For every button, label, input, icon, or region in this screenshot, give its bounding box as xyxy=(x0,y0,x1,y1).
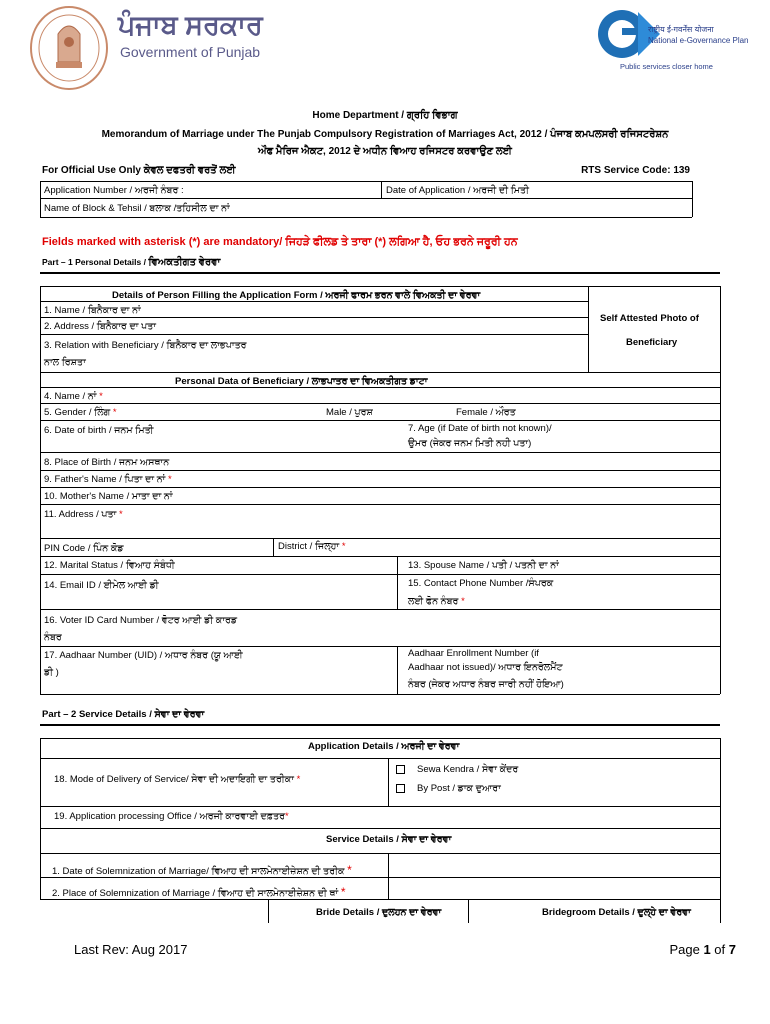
required-mark: * xyxy=(347,863,352,877)
dob-field[interactable]: 6. Date of birth / ਜਨਮ ਮਿਤੀ xyxy=(44,425,154,436)
page-total: 7 xyxy=(728,942,736,957)
rts-service-code: RTS Service Code: 139 xyxy=(581,165,690,176)
email-field[interactable]: 14. Email ID / ਈਮੇਲ ਆਈ ਡੀ xyxy=(44,580,159,591)
phone-label-pa: ਲਈ ਫੋਨ ਨੰਬਰ xyxy=(408,596,459,607)
beneficiary-address-field[interactable] xyxy=(44,509,123,520)
aadhaar-enrollment-field[interactable]: Aadhaar Enrollment Number (if xyxy=(408,648,539,659)
checkbox-icon[interactable] xyxy=(396,765,405,774)
phone-field-pa xyxy=(408,596,465,607)
application-details-header: Application Details / ਅਰਜੀ ਦਾ ਵੇਰਵਾ xyxy=(308,741,460,752)
required-mark: * xyxy=(285,811,289,822)
solemnization-date-field[interactable] xyxy=(52,863,352,877)
delivery-option-by-post[interactable] xyxy=(396,783,501,794)
solemnization-place-field[interactable] xyxy=(52,885,346,899)
checkbox-icon[interactable] xyxy=(396,784,405,793)
page-current: 1 xyxy=(703,942,711,957)
punjab-seal xyxy=(28,4,110,92)
aadhaar-field-pa: ਡੀ ) xyxy=(44,667,59,678)
punjabi-title: ਪੰਜਾਬ ਸਰਕਾਰ xyxy=(118,10,263,40)
service-details-header: Service Details / ਸੇਵਾ ਦਾ ਵੇਰਵਾ xyxy=(326,834,452,845)
part1-label xyxy=(42,257,220,268)
phone-field[interactable]: 15. Contact Phone Number /ਸੰਪਰਕ xyxy=(408,578,554,589)
delivery-mode-field[interactable] xyxy=(54,774,300,785)
solemnization-date-label: 1. Date of Solemnization of Marriage/ ਵਿਆਹ ਦੀ ਸਾਲਮੇਨਾਈਜ਼ੇਸ਼ਨ ਦੀ ਤਰੀਕ xyxy=(52,866,345,877)
gender-male-option[interactable]: Male / ਪੁਰਸ਼ xyxy=(326,407,373,418)
egov-tagline: Public services closer home xyxy=(620,62,713,71)
page-number xyxy=(669,942,736,957)
egov-logo xyxy=(594,6,749,78)
father-name-field[interactable] xyxy=(44,474,172,485)
mandatory-note: Fields marked with asterisk (*) are mandatory/ ਜਿਹੜੇ ਫੀਲਡ ਤੇ ਤਾਰਾ (*) ਲਗਿਆ ਹੈ, ਓਹ ਭਰਨੇ ਜਰੂਰੀ ਹਨ xyxy=(42,236,518,248)
part1-label-pa: ਵਿਅਕਤੀਗਤ ਵੇਰਵਾ xyxy=(148,257,221,268)
aadhaar-enrollment-line-2: Aadhaar not issued)/ ਅਧਾਰ ਇਨਰੋਲਮੈਂਟ xyxy=(408,662,563,673)
bride-details-header: Bride Details / ਦੁਲਹਨ ਦਾ ਵੇਰਵਾ xyxy=(316,907,442,918)
father-name-label: 9. Father's Name / ਪਿਤਾ ਦਾ ਨਾਂ xyxy=(44,474,166,485)
district-field[interactable] xyxy=(278,541,346,552)
gender-label: 5. Gender / ਲਿੰਗ xyxy=(44,407,111,418)
filler-name-field[interactable]: 1. Name / ਬਿਨੈਕਾਰ ਦਾ ਨਾਂ xyxy=(44,305,141,316)
page-of: of xyxy=(710,942,729,957)
application-number-field[interactable]: Application Number / ਅਰਜੀ ਨੰਬਰ : xyxy=(44,185,184,196)
filler-address-field[interactable]: 2. Address / ਬਿਨੈਕਾਰ ਦਾ ਪਤਾ xyxy=(44,321,157,332)
required-mark: * xyxy=(296,774,301,785)
required-mark: * xyxy=(341,541,346,552)
processing-office-label: 19. Application processing Office / ਅਰਜੀ ਕਾਰਵਾਈ ਦਫ਼ਤਰ xyxy=(54,811,286,822)
english-title: Government of Punjab xyxy=(120,44,261,60)
department-title: Home Department / ਗ੍ਰਹਿ ਵਿਭਾਗ xyxy=(312,110,458,121)
memo-line-1: Memorandum of Marriage under The Punjab Compulsory Registration of Marriages Act, 2012 / ਪੰਜਾਬ ਕਮਪਲਸਰੀ ਰਜਿਸਟਰੇਸ਼ਨ xyxy=(101,129,669,140)
delivery-mode-label: 18. Mode of Delivery of Service/ ਸੇਵਾ ਦੀ ਅਦਾਇਗੀ ਦਾ ਤਰੀਕਾ xyxy=(54,774,294,785)
birth-place-field[interactable]: 8. Place of Birth / ਜਨਮ ਅਸਥਾਨ xyxy=(44,457,170,468)
application-date-field[interactable]: Date of Application / ਅਰਜੀ ਦੀ ਮਿਤੀ xyxy=(386,185,529,196)
part2-label: Part – 2 Service Details / ਸੇਵਾ ਦਾ ਵੇਰਵਾ xyxy=(42,709,205,720)
part1-label-en: Part – 1 Personal Details / xyxy=(42,257,149,267)
memo-line-2: ਔਫ ਮੈਰਿਜ ਐਕਟ, 2012 ਦੇ ਅਧੀਨ ਵਿਆਹ ਰਜਿਸਟਰ ਕਰਵਾਉਣ ਲਈ xyxy=(258,146,512,157)
beneficiary-name-field[interactable] xyxy=(44,391,103,402)
page-prefix: Page xyxy=(669,942,704,957)
filler-section-header: Details of Person Filling the Application Form / ਅਰਜੀ ਫਾਰਮ ਭਰਨ ਵਾਲੇ ਵਿਅਕਤੀ ਦਾ ਵੇਰਵਾ xyxy=(112,290,481,301)
marital-status-field[interactable]: 12. Marital Status / ਵਿਆਹ ਸੰਬੰਧੀ xyxy=(44,560,175,571)
part1-rule xyxy=(40,272,720,274)
required-mark: * xyxy=(168,474,172,485)
delivery-option-sewa-kendra[interactable] xyxy=(396,764,518,775)
photo-label-2: Beneficiary xyxy=(626,337,678,348)
by-post-label: By Post / ਡਾਕ ਦੁਆਰਾ xyxy=(417,783,501,794)
pin-code-field[interactable]: PIN Code / ਪਿੰਨ ਕੋਡ xyxy=(44,543,124,554)
aadhaar-enrollment-line-3: ਨੰਬਰ (ਜੇਕਰ ਅਧਾਰ ਨੰਬਰ ਜਾਰੀ ਨਹੀਂ ਹੋਇਆ) xyxy=(408,679,564,690)
block-tehsil-field[interactable]: Name of Block & Tehsil / ਬਲਾਕ /ਤਹਿਸੀਲ ਦਾ ਨਾਂ xyxy=(44,203,230,214)
required-mark: * xyxy=(112,407,117,418)
required-mark: * xyxy=(118,509,123,520)
age-field-pa: ਉਮਰ (ਜੇਕਰ ਜਨਮ ਮਿਤੀ ਨਹੀ ਪਤਾ) xyxy=(408,438,532,449)
official-use-label: For Official Use Only ਕੇਵਲ ਦਫਤਰੀ ਵਰਤੋਂ ਲਈ xyxy=(42,165,236,176)
mother-name-field[interactable]: 10. Mother's Name / ਮਾਤਾ ਦਾ ਨਾਂ xyxy=(44,491,173,502)
gender-field[interactable] xyxy=(44,407,117,418)
beneficiary-name-label: 4. Name / ਨਾਂ xyxy=(44,391,97,402)
age-field[interactable]: 7. Age (if Date of birth not known)/ xyxy=(408,423,552,434)
solemnization-place-label: 2. Place of Solemnization of Marriage / ਵਿਆਹ ਦੀ ਸਾਲਮੇਨਾਈਜ਼ੇਸ਼ਨ ਦੀ ਥਾਂ xyxy=(52,888,339,899)
district-label: District / ਜਿਲ੍ਹਾ xyxy=(278,541,340,552)
processing-office-field[interactable] xyxy=(54,811,289,822)
voter-id-field[interactable]: 16. Voter ID Card Number / ਵੋਟਰ ਆਈ ਡੀ ਕਾਰਡ xyxy=(44,615,238,626)
groom-details-header: Bridegroom Details / ਦੁਲ੍ਹੇ ਦਾ ਵੇਰਵਾ xyxy=(542,907,691,918)
part2-rule xyxy=(40,724,720,726)
required-mark: * xyxy=(461,596,465,607)
aadhaar-field[interactable]: 17. Aadhaar Number (UID) / ਅਧਾਰ ਨੰਬਰ (ਯੂ ਆਈ xyxy=(44,650,243,661)
spouse-name-field[interactable]: 13. Spouse Name / ਪਤੀ / ਪਤਨੀ ਦਾ ਨਾਂ xyxy=(408,560,559,571)
last-revision: Last Rev: Aug 2017 xyxy=(74,942,188,957)
gender-female-option[interactable]: Female / ਔਰਤ xyxy=(456,407,516,418)
sewa-kendra-label: Sewa Kendra / ਸੇਵਾ ਕੇਂਦਰ xyxy=(417,764,519,775)
voter-id-field-pa: ਨੰਬਰ xyxy=(44,632,62,643)
address-label: 11. Address / ਪਤਾ xyxy=(44,509,117,520)
photo-label-1: Self Attested Photo of xyxy=(600,313,699,324)
egov-name: National e-Governance Plan xyxy=(648,36,749,45)
relation-field-pa: ਨਾਲ ਰਿਸ਼ਤਾ xyxy=(44,357,86,368)
relation-field[interactable]: 3. Relation with Beneficiary / ਬਿਨੈਕਾਰ ਦਾ ਲਾਭਪਾਤਰ xyxy=(44,340,247,351)
personal-data-header: Personal Data of Beneficiary / ਲਾਭਪਾਤਰ ਦਾ ਵਿਅਕਤੀਗਤ ਡਾਟਾ xyxy=(175,376,428,387)
required-mark: * xyxy=(340,885,346,899)
required-mark: * xyxy=(99,391,103,402)
egov-hindi: राष्ट्रीय ई-गवर्नेंस योजना xyxy=(648,25,714,34)
